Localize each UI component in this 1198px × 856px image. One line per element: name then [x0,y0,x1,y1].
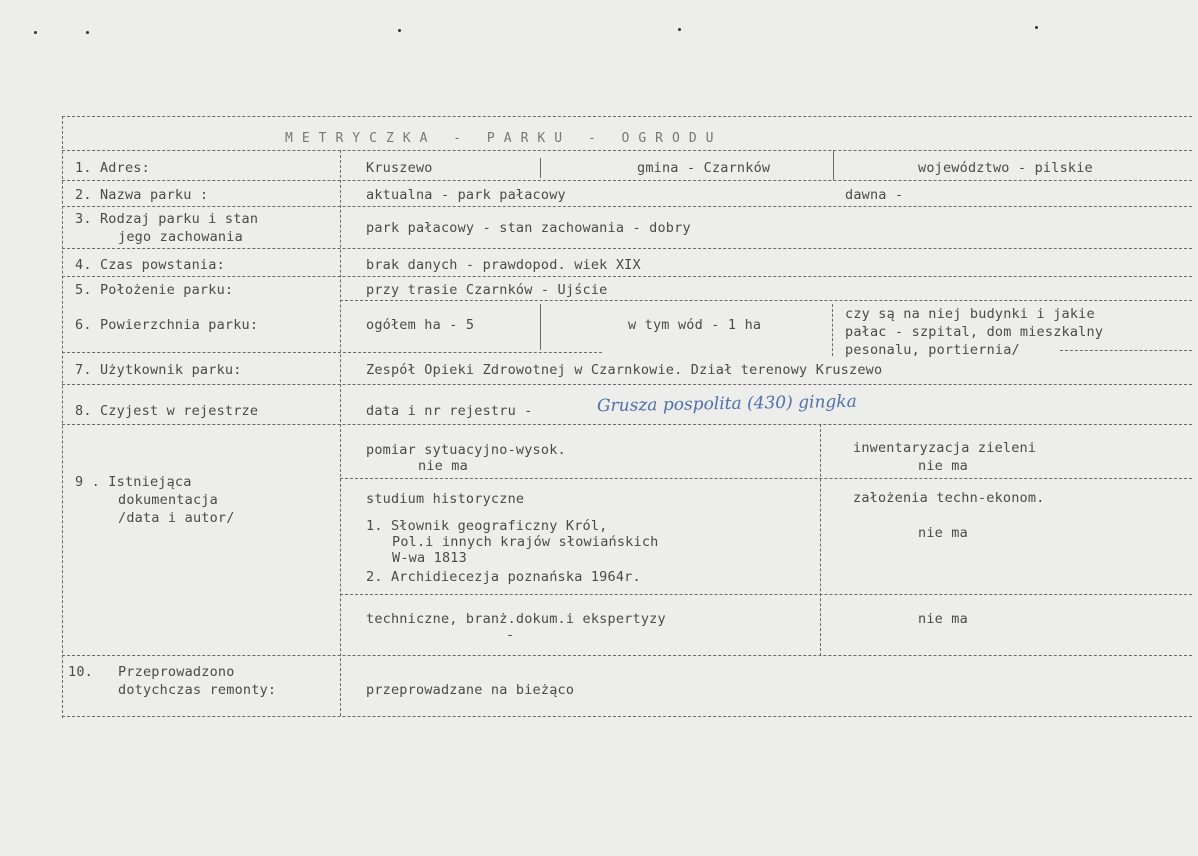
row6-ogolem: ogółem ha - 5 [366,317,475,333]
row1-gmina: gmina - Czarnków [637,160,771,176]
row2-aktualna: aktualna - park pałacowy [366,187,566,203]
row2-label: 2. Nazwa parku : [75,187,209,203]
row3-value: park pałacowy - stan zachowania - dobry [366,220,691,236]
scan-speck [1035,26,1038,29]
studium-item2: 2. Archidiecezja poznańska 1964r. [366,569,641,585]
row4-label: 4. Czas powstania: [75,257,225,273]
scan-speck [86,31,89,34]
row6-label: 6. Powierzchnia parku: [75,317,259,333]
row6-wod: w tym wód - 1 ha [628,317,762,333]
row1-wojewodztwo: województwo - pilskie [918,160,1093,176]
row-divider [62,424,1192,425]
frame-bottom-line [62,716,1192,717]
row8-value: data i nr rejestru - [366,403,533,419]
row-divider [62,276,1192,277]
row-divider [62,248,1192,249]
row9-inner-divider [820,424,821,656]
row1-divider [540,158,541,178]
row9-subdivider [340,594,1192,595]
studium-item1-line3: W-wa 1813 [392,550,467,566]
row2-dawna: dawna - [845,187,904,203]
row-divider [62,655,1192,656]
row4-value: brak danych - prawdopod. wiek XIX [366,257,641,273]
zalozenia-title: założenia techn-ekonom. [853,490,1045,506]
pomiar-title: pomiar sytuacyjno-wysok. [366,442,566,458]
row7-label: 7. Użytkownik parku: [75,362,242,378]
title-underline [62,150,1192,151]
row-divider [62,352,602,353]
inwentaryzacja-title: inwentaryzacja zieleni [853,440,1037,456]
row3-label-line1: 3. Rodzaj parku i stan [75,211,259,227]
scan-speck [398,29,401,32]
row7-value: Zespół Opieki Zdrowotnej w Czarnkowie. Dział terenowy Kruszewo [366,362,883,378]
row10-label-line2: dotychczas remonty: [118,682,277,698]
row10-label-line1: 10. Przeprowadzono [68,664,235,680]
scan-speck [34,31,37,34]
row5-label: 5. Położenie parku: [75,282,234,298]
row6-divider [832,304,833,356]
inwentaryzacja-value: nie ma [918,458,968,474]
zalozenia-value: nie ma [918,525,968,541]
techniczne-title: techniczne, branż.dokum.i ekspertyzy [366,611,666,627]
studium-item1-line1: 1. Słownik geograficzny Król, [366,518,608,534]
techniczne-dash: - [506,627,515,643]
row-divider [1060,350,1192,351]
row9-label-line2: dokumentacja [118,492,218,508]
row9-label-line3: /data i autor/ [118,510,235,526]
row1-address: Kruszewo [366,160,433,176]
row9-label-line1: 9 . Istniejąca [75,474,192,490]
row6-budynki-line3: pesonalu, portiernia/ [845,342,1020,358]
row8-label: 8. Czyjest w rejestrze [75,403,259,419]
form-title: METRYCZKA - PARKU - OGRODU [285,131,723,146]
label-column-divider [340,150,341,716]
handwritten-annotation: Grusza pospolita (430) gingka [596,391,857,417]
studium-item1-line2: Pol.i innych krajów słowiańskich [392,534,659,550]
techniczne-value: nie ma [918,611,968,627]
studium-title: studium historyczne [366,491,525,507]
row10-value: przeprowadzane na bieżąco [366,682,575,698]
pomiar-value: nie ma [418,458,468,474]
row6-budynki-line2: pałac - szpital, dom mieszkalny [845,324,1104,340]
row6-budynki-line1: czy są na niej budynki i jakie [845,306,1095,322]
row6-divider [540,304,541,350]
row-divider [62,206,1192,207]
row1-divider [833,150,834,180]
row-divider [62,384,1192,385]
row-divider [62,180,1192,181]
row3-label-line2: jego zachowania [118,229,243,245]
scan-speck [678,28,681,31]
row5-value: przy trasie Czarnków - Ujście [366,282,608,298]
row-divider [340,300,1192,301]
row9-subdivider [340,478,1192,479]
row1-label: 1. Adres: [75,160,150,176]
frame-top-line [62,116,1192,117]
